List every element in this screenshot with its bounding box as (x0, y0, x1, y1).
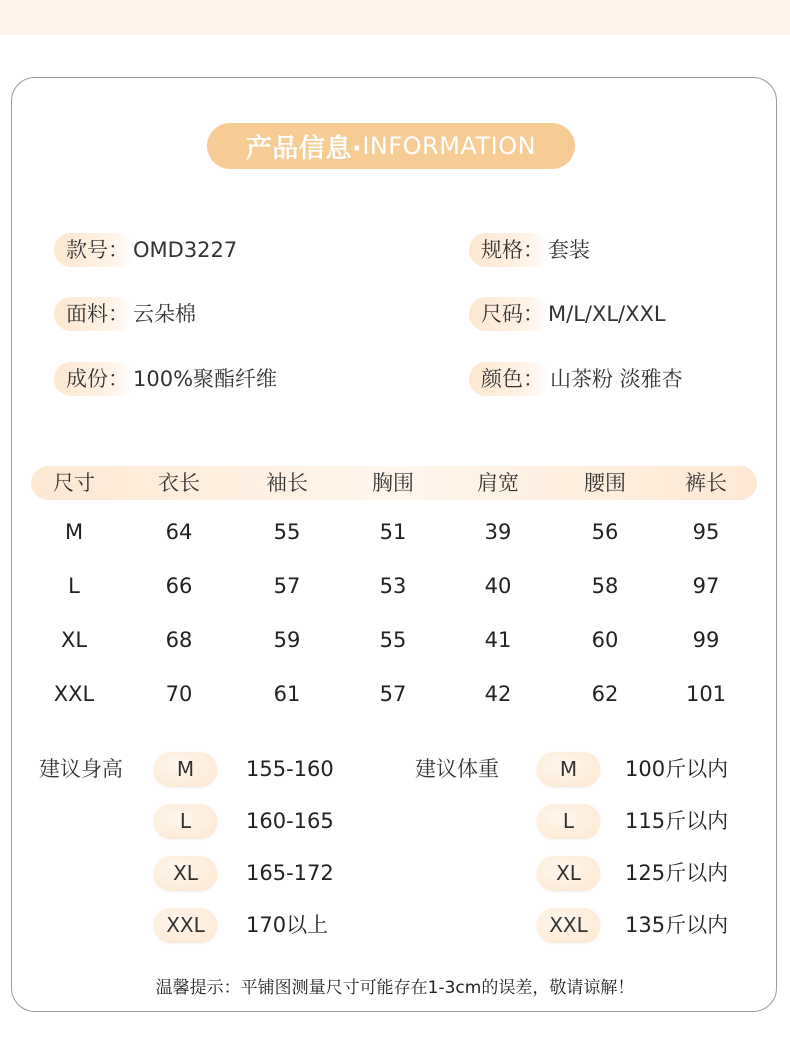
weight-size-pill: L (537, 804, 600, 838)
table-cell: 42 (484, 682, 512, 706)
height-size-pill: XL (154, 856, 217, 890)
composition-value: 100%聚酯纤维 (133, 367, 278, 391)
weight-size-pill: XL (537, 856, 600, 890)
height-value: 155-160 (246, 757, 334, 781)
spec-label: 规格： (469, 233, 550, 267)
height-size-pill: XXL (154, 908, 217, 942)
height-value: 160-165 (246, 809, 334, 833)
table-cell: 62 (591, 682, 619, 706)
table-row-size: M (64, 520, 84, 544)
table-cell: 57 (379, 682, 407, 706)
table-cell: 66 (165, 574, 193, 598)
table-cell: 68 (165, 628, 193, 652)
section-title (207, 123, 575, 169)
weight-value: 115斤以内 (625, 809, 729, 833)
style-no-label: 款号： (54, 233, 135, 267)
table-cell: 58 (591, 574, 619, 598)
table-cell: 57 (273, 574, 301, 598)
table-cell: 70 (165, 682, 193, 706)
fabric-value: 云朵棉 (133, 302, 196, 326)
table-row-size: L (68, 574, 80, 598)
height-size-pill: L (154, 804, 217, 838)
table-cell: 53 (379, 574, 407, 598)
table-header-cell: 尺寸 (53, 471, 95, 495)
color-label: 颜色： (469, 362, 550, 396)
table-cell: 60 (591, 628, 619, 652)
spec-value: 套装 (548, 238, 590, 262)
table-header-cell: 胸围 (372, 471, 414, 495)
size-value: M/L/XL/XXL (548, 302, 666, 326)
section-title-en: INFORMATION (362, 132, 537, 160)
table-cell: 64 (165, 520, 193, 544)
weight-title: 建议体重 (415, 757, 499, 781)
table-row-size: XXL (53, 682, 95, 706)
table-cell: 40 (484, 574, 512, 598)
weight-value: 100斤以内 (625, 757, 729, 781)
table-header-cell: 裤长 (685, 471, 727, 495)
table-cell: 99 (692, 628, 720, 652)
section-title-cn: 产品信息· (245, 133, 363, 164)
table-cell: 39 (484, 520, 512, 544)
color-value: 山茶粉 淡雅杏 (550, 367, 683, 391)
table-cell: 55 (379, 628, 407, 652)
weight-value: 125斤以内 (625, 861, 729, 885)
table-cell: 95 (692, 520, 720, 544)
top-band (0, 0, 790, 35)
height-value: 170以上 (246, 913, 329, 937)
weight-value: 135斤以内 (625, 913, 729, 937)
height-title: 建议身高 (39, 757, 123, 781)
table-header-cell: 袖长 (266, 471, 308, 495)
weight-size-pill: XXL (537, 908, 600, 942)
style-no-value: OMD3227 (133, 238, 238, 262)
table-cell: 61 (273, 682, 301, 706)
composition-label: 成份： (54, 362, 135, 396)
height-value: 165-172 (246, 861, 334, 885)
table-header-cell: 腰围 (584, 471, 626, 495)
size-label: 尺码： (469, 297, 550, 331)
table-cell: 59 (273, 628, 301, 652)
fabric-label: 面料： (54, 297, 135, 331)
weight-size-pill: M (537, 752, 600, 786)
table-cell: 56 (591, 520, 619, 544)
table-cell: 55 (273, 520, 301, 544)
table-header-cell: 肩宽 (477, 471, 519, 495)
table-cell: 51 (379, 520, 407, 544)
footer-note: 温馨提示：平铺图测量尺寸可能存在1-3cm的误差，敬请谅解！ (155, 978, 635, 998)
table-header-cell: 衣长 (158, 471, 200, 495)
height-size-pill: M (154, 752, 217, 786)
table-row-size: XL (60, 628, 88, 652)
table-cell: 41 (484, 628, 512, 652)
table-cell: 97 (692, 574, 720, 598)
table-cell: 101 (685, 682, 727, 706)
